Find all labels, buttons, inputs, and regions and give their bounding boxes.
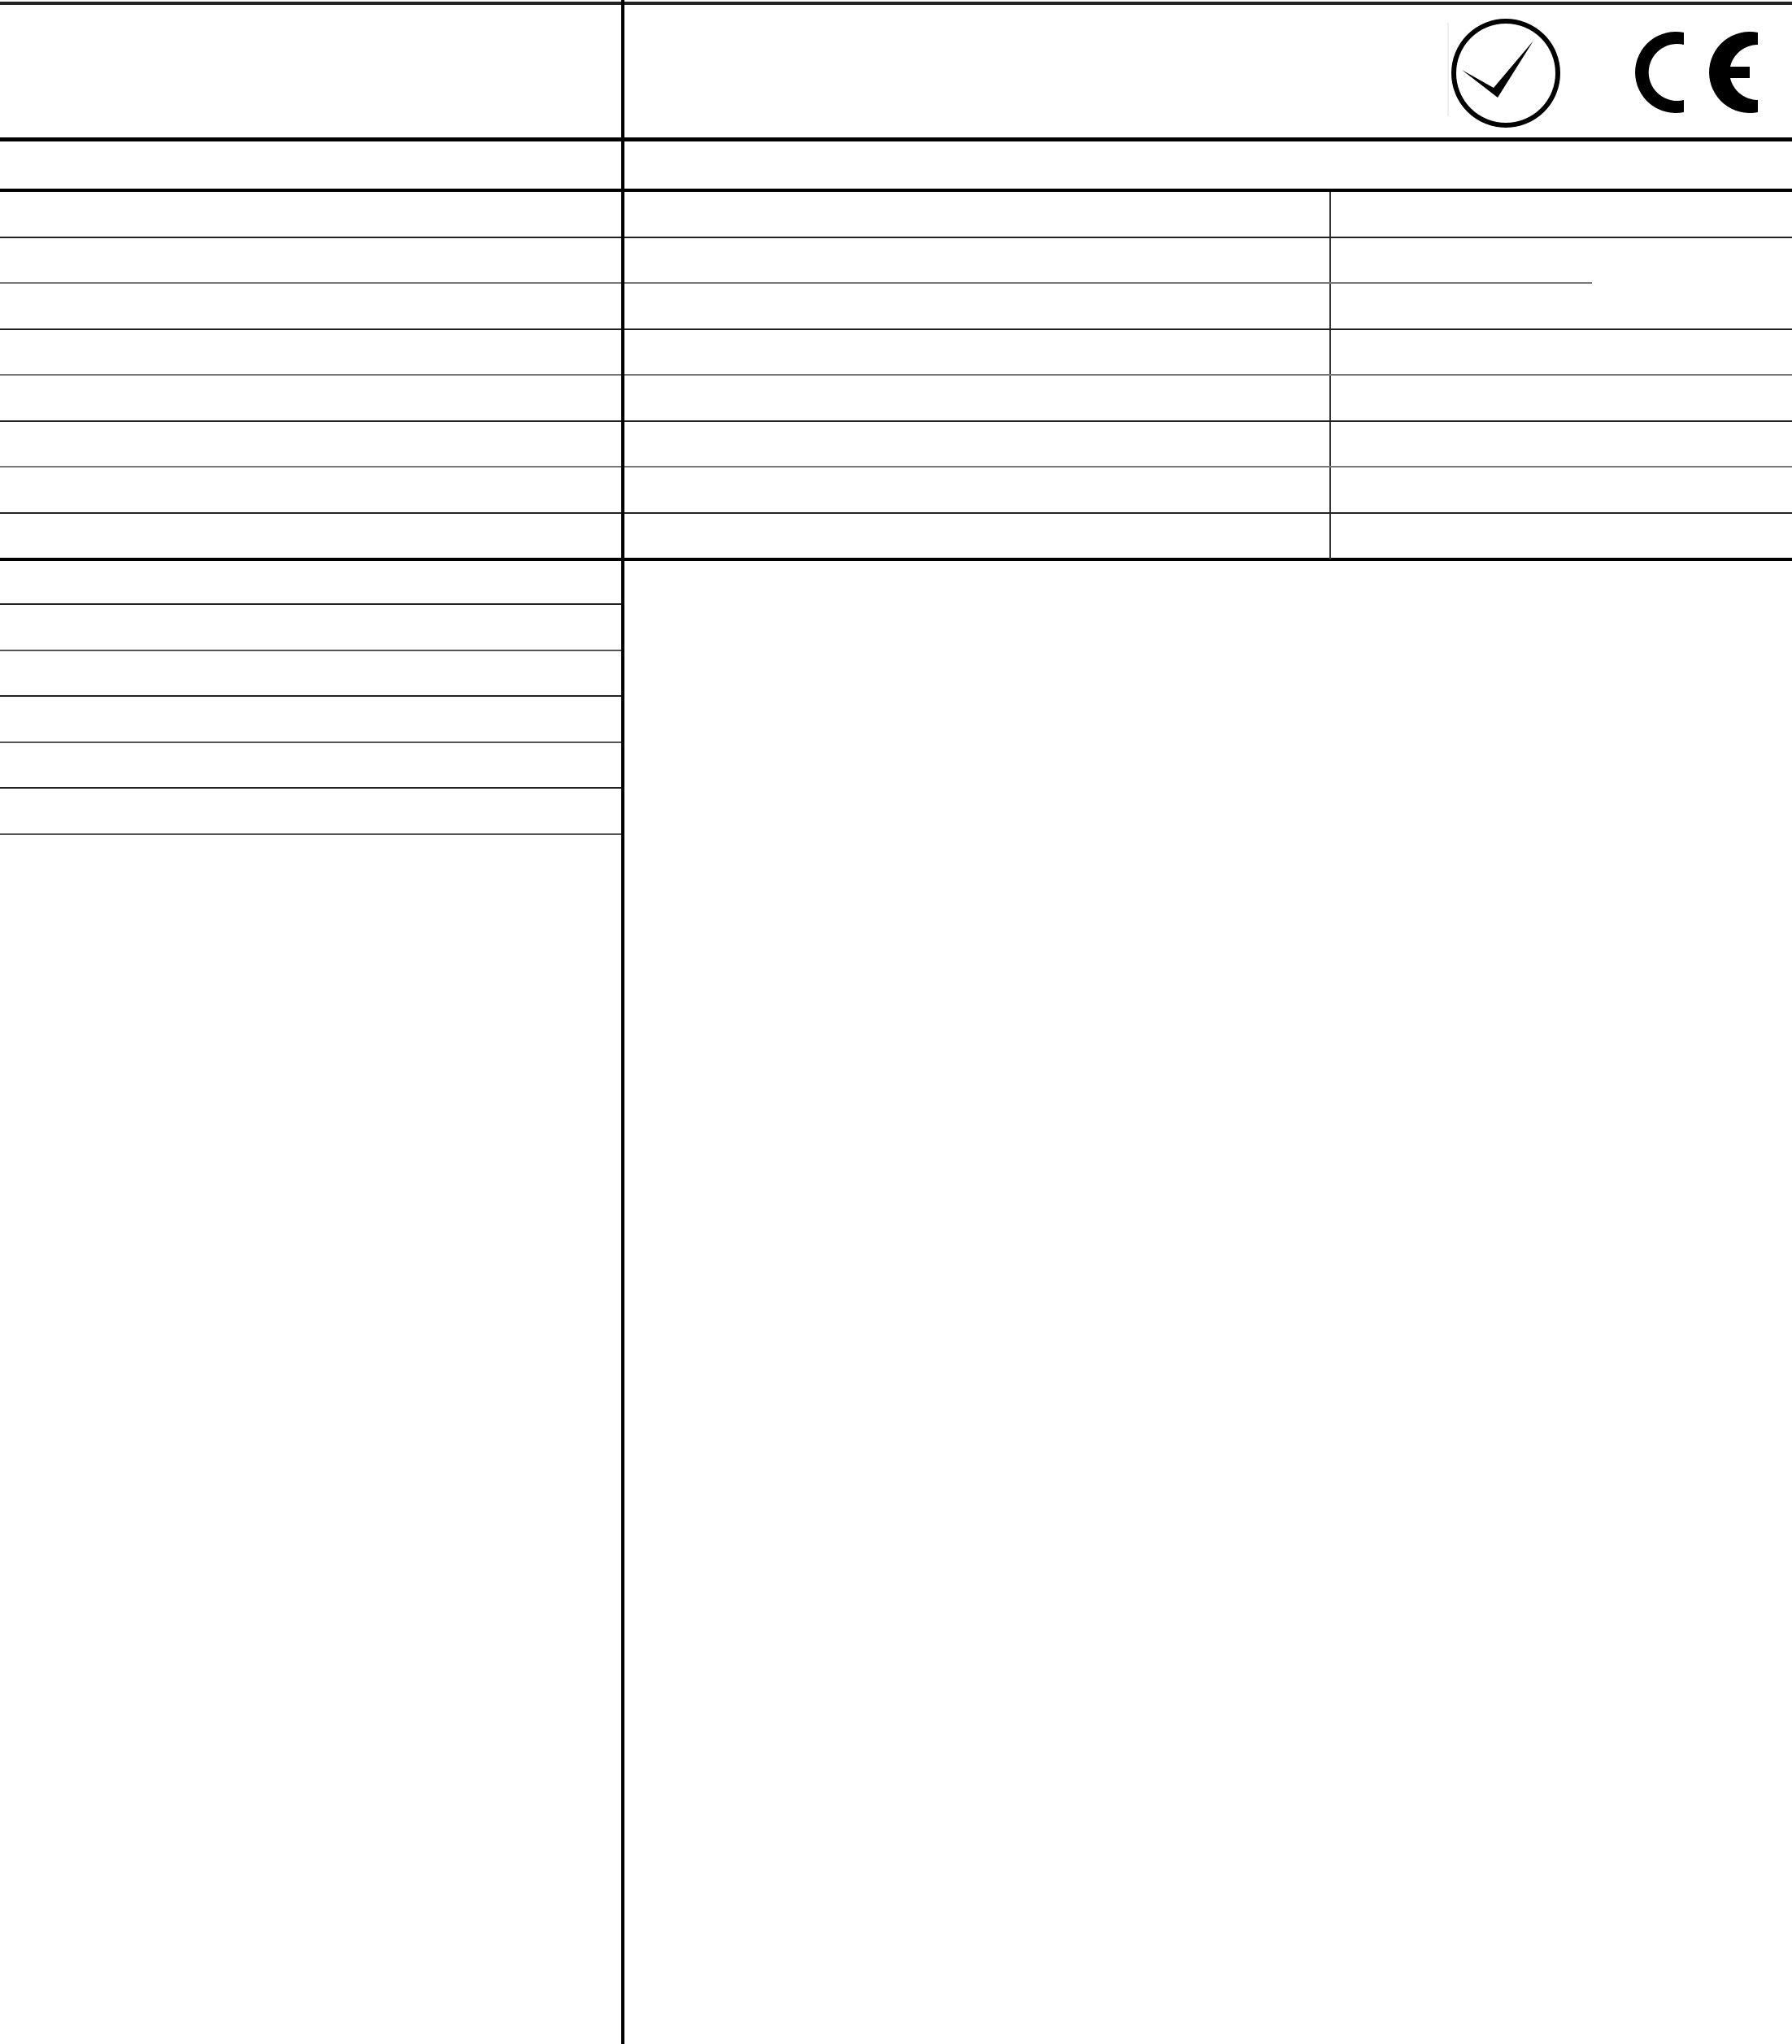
- tech-row-divider: [624, 420, 1792, 422]
- tech-column-divider: [1329, 192, 1331, 559]
- row-divider: [0, 374, 621, 376]
- rohs-check-icon: [1447, 23, 1561, 127]
- row-divider: [0, 282, 621, 284]
- top-border: [0, 2, 1792, 5]
- row-divider: [0, 741, 621, 743]
- row-divider: [0, 237, 621, 238]
- row-divider: [0, 833, 621, 835]
- tech-row-divider: [624, 512, 1792, 514]
- section-divider-general: [0, 558, 1792, 561]
- type-row-bottom-border: [0, 189, 1792, 192]
- ce-logo: [1634, 31, 1756, 114]
- tech-row-divider: [624, 282, 1592, 284]
- rohs-logo: [1447, 23, 1561, 127]
- tech-row-divider: [624, 374, 1792, 376]
- ce-mark-icon: [1634, 31, 1756, 114]
- row-divider: [0, 512, 621, 514]
- row-divider: [0, 466, 621, 468]
- tech-row-divider: [624, 466, 1792, 468]
- row-divider: [0, 695, 621, 697]
- row-divider: [0, 787, 621, 789]
- header-bottom-border: [0, 137, 1792, 141]
- main-column-divider: [621, 0, 624, 2044]
- tech-row-divider: [624, 237, 1792, 238]
- tech-row-divider: [624, 328, 1792, 330]
- row-divider: [0, 328, 621, 330]
- row-divider: [0, 650, 621, 651]
- row-divider: [0, 420, 621, 422]
- row-divider: [0, 603, 621, 605]
